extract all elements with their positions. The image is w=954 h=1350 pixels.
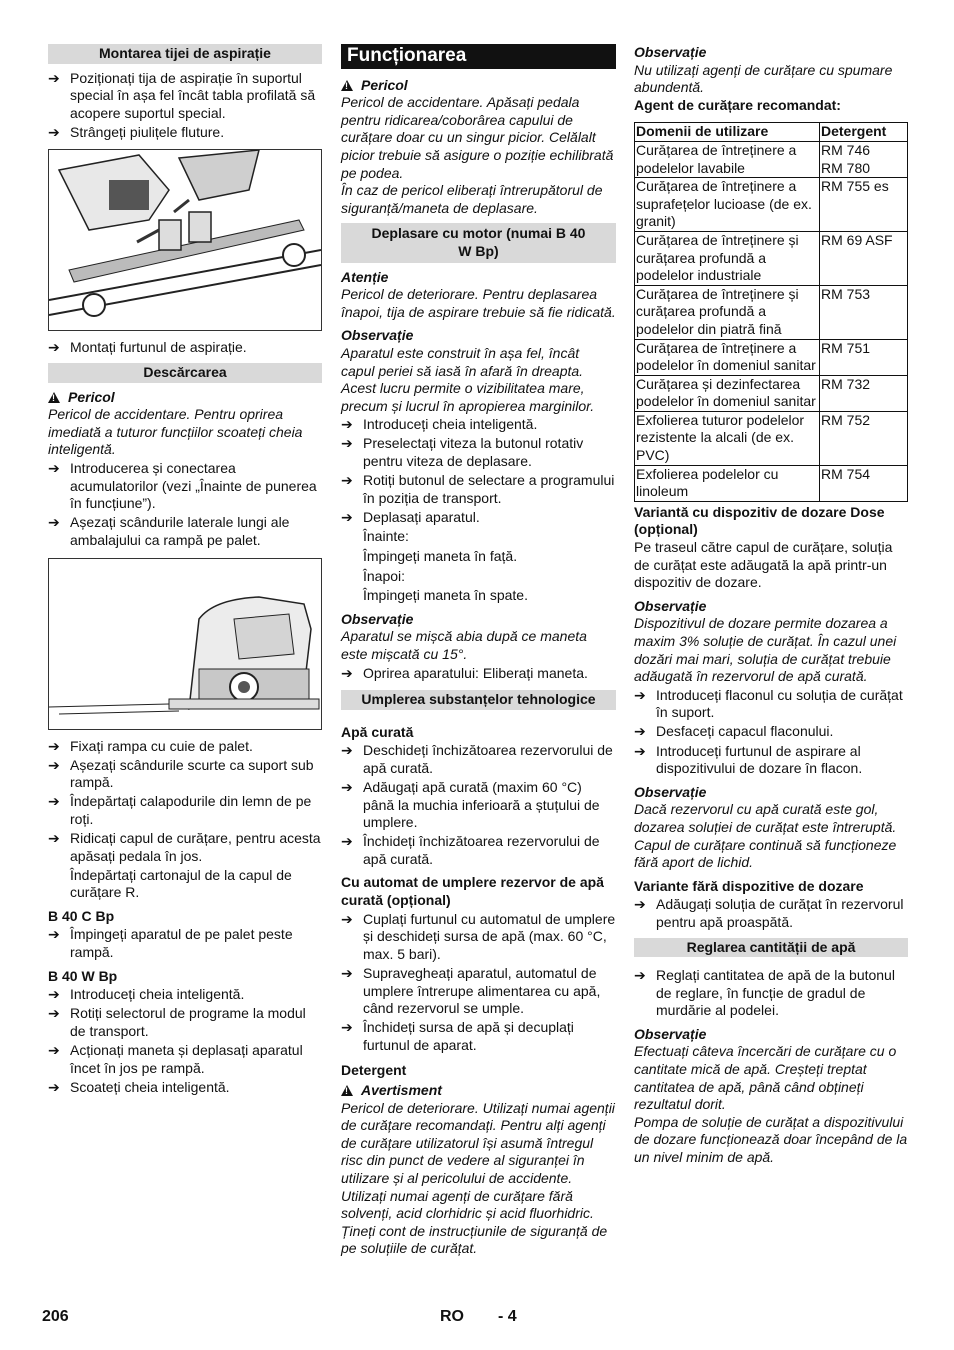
step: ➔ Închideți închizătoarea rezervorului de apă curată. <box>341 833 600 867</box>
warning-triangle-icon <box>341 1085 353 1096</box>
step: ➔ Ridicați capul de curățare, pentru acesta apăsați pedala în jos. <box>48 829 321 864</box>
step: ➔ Așezați scândurile laterale lungi ale ambalajului ca rampă pe palet. <box>48 514 290 548</box>
warning-text: Țineți cont de instrucțiunile de siguranță de pe soluțiile de curățat. <box>341 1222 608 1257</box>
note-text: Nu utilizați agenți de curățare cu spumare abundentă. <box>634 61 893 96</box>
arrow-right-icon: ➔ <box>341 910 353 927</box>
step-continuation: Împingeți maneta în față. <box>363 547 518 564</box>
figure-suction-bar <box>48 149 322 331</box>
step: ➔ Împingeți aparatul de pe palet peste rampă. <box>48 926 293 961</box>
arrow-right-icon: ➔ <box>341 416 353 433</box>
step: ➔ Introduceți furtunul de aspirare al dispozitivului de dozare în flacon. <box>634 742 863 777</box>
note-text: Dacă rezervorul cu apă curată este gol, dozarea soluției de curățat este întreruptă. Capul de curățare continuă să funcționeze fără aport de lichid. <box>634 801 897 871</box>
step: ➔ Supravegheați aparatul, automatul de umplere întrerupe alimentarea cu apă, când rezervorul se umple. <box>341 964 601 1017</box>
column-middle <box>341 44 616 1258</box>
table-cell-detergent: RM 754 <box>820 465 908 501</box>
note-text: Efectuați câteva încercări de curățare cu o cantitate mică de apă. Creșteți treptat cantitatea de apă, până când obțineți rezultatul dorit. <box>634 1043 897 1113</box>
arrow-right-icon: ➔ <box>341 742 353 759</box>
step: ➔ Rotiți butonul de selectare a programului în poziția de transport. <box>341 472 615 506</box>
note-heading: Observație <box>634 44 707 60</box>
table-header-cell: Domenii de utilizare <box>635 123 820 142</box>
warning-triangle-icon <box>48 392 60 403</box>
section-heading-umplere: Umplerea substanțelor tehnologice <box>341 690 616 710</box>
section-heading-reglare: Reglarea cantității de apă <box>634 938 908 958</box>
arrow-right-icon: ➔ <box>634 967 646 984</box>
arrow-right-icon: ➔ <box>48 339 60 356</box>
section-heading-tija: Montarea tijei de aspirație <box>48 44 322 64</box>
figure-suction-bar-drawing <box>49 150 321 330</box>
danger-text: Pericol de accidentare. Apăsați pedala pentru ridicarea/coborârea capului de curățare doar cu un singur picior. Celălalt picior trebuie să asigure o poziție echilibrată pe podea. <box>341 94 614 181</box>
arrow-right-icon: ➔ <box>341 964 353 981</box>
note-heading: Observație <box>634 783 707 800</box>
table-cell-detergent: RM 751 <box>820 339 908 375</box>
arrow-right-icon: ➔ <box>341 664 353 681</box>
warning-text: Utilizați numai agenți de curățare fără solvenți, acid clorhidric și acid fluorhidric. <box>341 1187 594 1222</box>
subheading-auto: Cu automat de umplere rezervor de apă curată (opțional) <box>341 874 604 909</box>
step: ➔ Introduceți cheia inteligentă. <box>48 986 245 1003</box>
subheading-dose: Variantă cu dispozitiv de dozare Dose (opțional) <box>634 503 885 538</box>
note-heading: Observație <box>341 327 414 344</box>
recommended-heading: Agent de curățare recomandat: <box>634 96 841 113</box>
arrow-right-icon: ➔ <box>48 514 60 531</box>
step: ➔ Introducerea și conectarea acumulatorilor (vezi „Înainte de punerea în funcțiune”). <box>48 460 317 512</box>
table-row <box>635 339 908 375</box>
warning-triangle-icon <box>341 80 353 91</box>
step: ➔ Preselectați viteza la butonul rotativ pentru viteza de deplasare. <box>341 435 584 469</box>
table-row <box>635 178 908 232</box>
warning-text: Pericol de deteriorare. Utilizați numai agenții de curățare recomandați. Pentru alți agenți de curățare utilizatorul își asumă întregul risc din punct de vedere al siguranței în utilizare și al pericolului de accidente. <box>341 1099 615 1186</box>
step: ➔ Fixați rampa cu cuie de palet. <box>48 737 253 754</box>
caution-text: Pericol de deteriorare. Pentru deplasarea înapoi, tija de aspirare trebuie să fie ridicată. <box>341 286 616 320</box>
table-row <box>635 285 908 339</box>
table-cell-domain: Curățarea și dezinfectarea podelelor în domeniul sanitar <box>635 375 820 411</box>
step-continuation: Înapoi: <box>363 567 406 584</box>
table-cell-domain: Exfolierea podelelor cu linoleum <box>635 465 820 501</box>
arrow-right-icon: ➔ <box>48 69 60 86</box>
column-right <box>634 44 908 1167</box>
table-cell-domain: Curățarea de întreținere și curățarea profundă a podelelor din piatră fină <box>635 285 820 339</box>
table-cell-detergent: RM 69 ASF <box>820 231 908 285</box>
detergent-table <box>634 122 908 501</box>
step: ➔ Rotiți selectorul de programe la modul de transport. <box>48 1005 306 1039</box>
section-heading-descarcarea: Descărcarea <box>48 363 322 383</box>
note-text: Dispozitivul de dozare permite dozarea a maxim 3% soluție de curățat. În cazul unei dozări mai mari, soluția de curățat trebuie adăugată în rezervorul de apă curată. <box>634 615 897 685</box>
caution-heading: Atenție <box>341 268 389 285</box>
step-continuation: Înainte: <box>363 528 409 545</box>
arrow-right-icon: ➔ <box>48 793 60 810</box>
arrow-right-icon: ➔ <box>48 1078 60 1095</box>
danger-text: În caz de pericol eliberați întrerupătorul de siguranță/maneta de deplasare. <box>341 182 603 216</box>
arrow-right-icon: ➔ <box>48 460 60 477</box>
note-text: Pompa de soluție de curățat a dispozitivului de dozare funcționează doar începând de la un nivel minim de apă. <box>634 1113 908 1166</box>
arrow-right-icon: ➔ <box>48 756 60 773</box>
arrow-right-icon: ➔ <box>341 833 353 850</box>
step: ➔ Strângeți piulițele fluture. <box>48 123 225 140</box>
table-row <box>635 231 908 285</box>
table-row <box>635 141 908 177</box>
step: ➔ Închideți sursa de apă și decuplați furtunul de aparat. <box>341 1019 574 1053</box>
subheading-apa: Apă curată <box>341 723 414 740</box>
arrow-right-icon: ➔ <box>341 508 353 525</box>
step: ➔ Introduceți cheia inteligentă. <box>341 416 538 433</box>
note-heading: Observație <box>634 597 707 614</box>
step: ➔ Acționați maneta și deplasați aparatul încet în jos pe rampă. <box>48 1042 303 1076</box>
subheading-detergent: Detergent <box>341 1062 407 1079</box>
step: ➔ Deplasați aparatul. <box>341 508 480 525</box>
section-number: - 4 <box>498 1308 517 1325</box>
column-left <box>48 44 322 1098</box>
figure-machine-on-pallet <box>48 558 322 730</box>
figure-machine-drawing <box>49 559 321 729</box>
step: ➔ Scoateți cheia inteligentă. <box>48 1078 230 1095</box>
danger-text: Pericol de accidentare. Pentru oprirea imediată a tuturor funcțiilor scoateți cheia inteligentă. <box>48 406 303 458</box>
note-text: Aparatul se mișcă abia după ce maneta este mișcată cu 15°. <box>341 628 587 662</box>
arrow-right-icon: ➔ <box>48 1005 60 1022</box>
subheading-fara: Variante fără dispozitive de dozare <box>634 877 864 894</box>
model-heading-b40c: B 40 C Bp <box>48 907 115 924</box>
table-header-cell: Detergent <box>820 123 908 142</box>
arrow-right-icon: ➔ <box>634 723 646 740</box>
note-heading: Observație <box>634 1025 707 1042</box>
table-cell-detergent: RM 732 <box>820 375 908 411</box>
danger-heading: ! Pericol <box>48 389 322 407</box>
language-code: RO <box>440 1308 464 1325</box>
step: ➔ Desfaceți capacul flaconului. <box>634 723 834 740</box>
table-cell-detergent: RM 753 <box>820 285 908 339</box>
arrow-right-icon: ➔ <box>48 737 60 754</box>
dose-text: Pe traseul către capul de curățare, soluția de curățat este adăugată la apă printr-un dispozitiv de dozare. <box>634 539 893 591</box>
arrow-right-icon: ➔ <box>48 123 60 140</box>
step-continuation: Împingeți maneta în spate. <box>363 587 528 604</box>
step-continuation: Îndepărtați cartonajul de la capul de curățare R. <box>70 866 292 901</box>
arrow-right-icon: ➔ <box>341 778 353 795</box>
table-cell-detergent: RM 746 RM 780 <box>820 141 908 177</box>
arrow-right-icon: ➔ <box>48 926 60 943</box>
step: ➔ Adăugați apă curată (maxim 60 °C) până la muchia inferioară a ștuțului de umplere. <box>341 778 600 831</box>
arrow-right-icon: ➔ <box>341 435 353 452</box>
step: ➔ Îndepărtați calapodurile din lemn de pe roți. <box>48 793 312 827</box>
chapter-title: Funcționarea <box>341 44 616 69</box>
step: ➔ Reglați cantitatea de apă de la butonul de reglare, în funcție de gradul de murdărie al podelei. <box>634 967 895 1019</box>
note-text: Aparatul este construit în așa fel, încât capul periei să iasă în afară în dreapta. Acest lucru permite o vizibilitatea mare, precum și lucrul în apropierea marginilor. <box>341 344 595 414</box>
table-row <box>635 411 908 465</box>
table-cell-domain: Curățarea de întreținere a suprafețelor lucioase (de ex. granit) <box>635 178 820 232</box>
table-row <box>635 465 908 501</box>
note-heading: Observație <box>341 610 414 627</box>
arrow-right-icon: ➔ <box>341 1019 353 1036</box>
table-cell-domain: Exfolierea tuturor podelelor rezistente la alcali (de ex. PVC) <box>635 411 820 465</box>
arrow-right-icon: ➔ <box>634 896 646 913</box>
step: ➔ Deschideți închizătoarea rezervorului de apă curată. <box>341 742 613 776</box>
step: ➔ Introduceți flaconul cu soluția de curățat în suport. <box>634 686 903 721</box>
step: ➔ Poziționați tija de aspirație în suportul special în așa fel încât tabla profilată să acopere suportul special. <box>48 69 316 121</box>
table-cell-domain: Curățarea de întreținere și curățarea profundă a podelelor industriale <box>635 231 820 285</box>
model-heading-b40w: B 40 W Bp <box>48 967 118 984</box>
page-number: 206 <box>42 1308 69 1325</box>
warning-heading: ! Avertisment <box>341 1082 616 1100</box>
step: ➔ Cuplați furtunul cu automatul de umplere și deschideți sursa de apă (max. 60 °C, max. 5 bari). <box>341 910 616 962</box>
arrow-right-icon: ➔ <box>634 742 646 759</box>
section-heading-motor: Deplasare cu motor (numai B 40 W Bp) <box>341 223 616 262</box>
table-header-row <box>635 123 908 142</box>
danger-heading: ! Pericol <box>341 77 616 95</box>
arrow-right-icon: ➔ <box>48 829 60 846</box>
arrow-right-icon: ➔ <box>634 686 646 703</box>
table-cell-detergent: RM 755 es <box>820 178 908 232</box>
table-cell-domain: Curățarea de întreținere a podelelor în domeniul sanitar <box>635 339 820 375</box>
step: ➔ Așezați scândurile scurte ca suport sub rampă. <box>48 756 314 791</box>
arrow-right-icon: ➔ <box>48 1042 60 1058</box>
step: ➔ Adăugați soluția de curățat în rezervorul pentru apă proaspătă. <box>634 896 904 930</box>
arrow-right-icon: ➔ <box>341 472 353 489</box>
table-cell-detergent: RM 752 <box>820 411 908 465</box>
detergent-table-body <box>635 141 908 501</box>
table-row <box>635 375 908 411</box>
arrow-right-icon: ➔ <box>48 986 60 1003</box>
step: ➔ Montați furtunul de aspirație. <box>48 339 247 356</box>
table-cell-domain: Curățarea de întreținere a podelelor lavabile <box>635 141 820 177</box>
step: ➔ Oprirea aparatului: Eliberați maneta. <box>341 664 588 681</box>
